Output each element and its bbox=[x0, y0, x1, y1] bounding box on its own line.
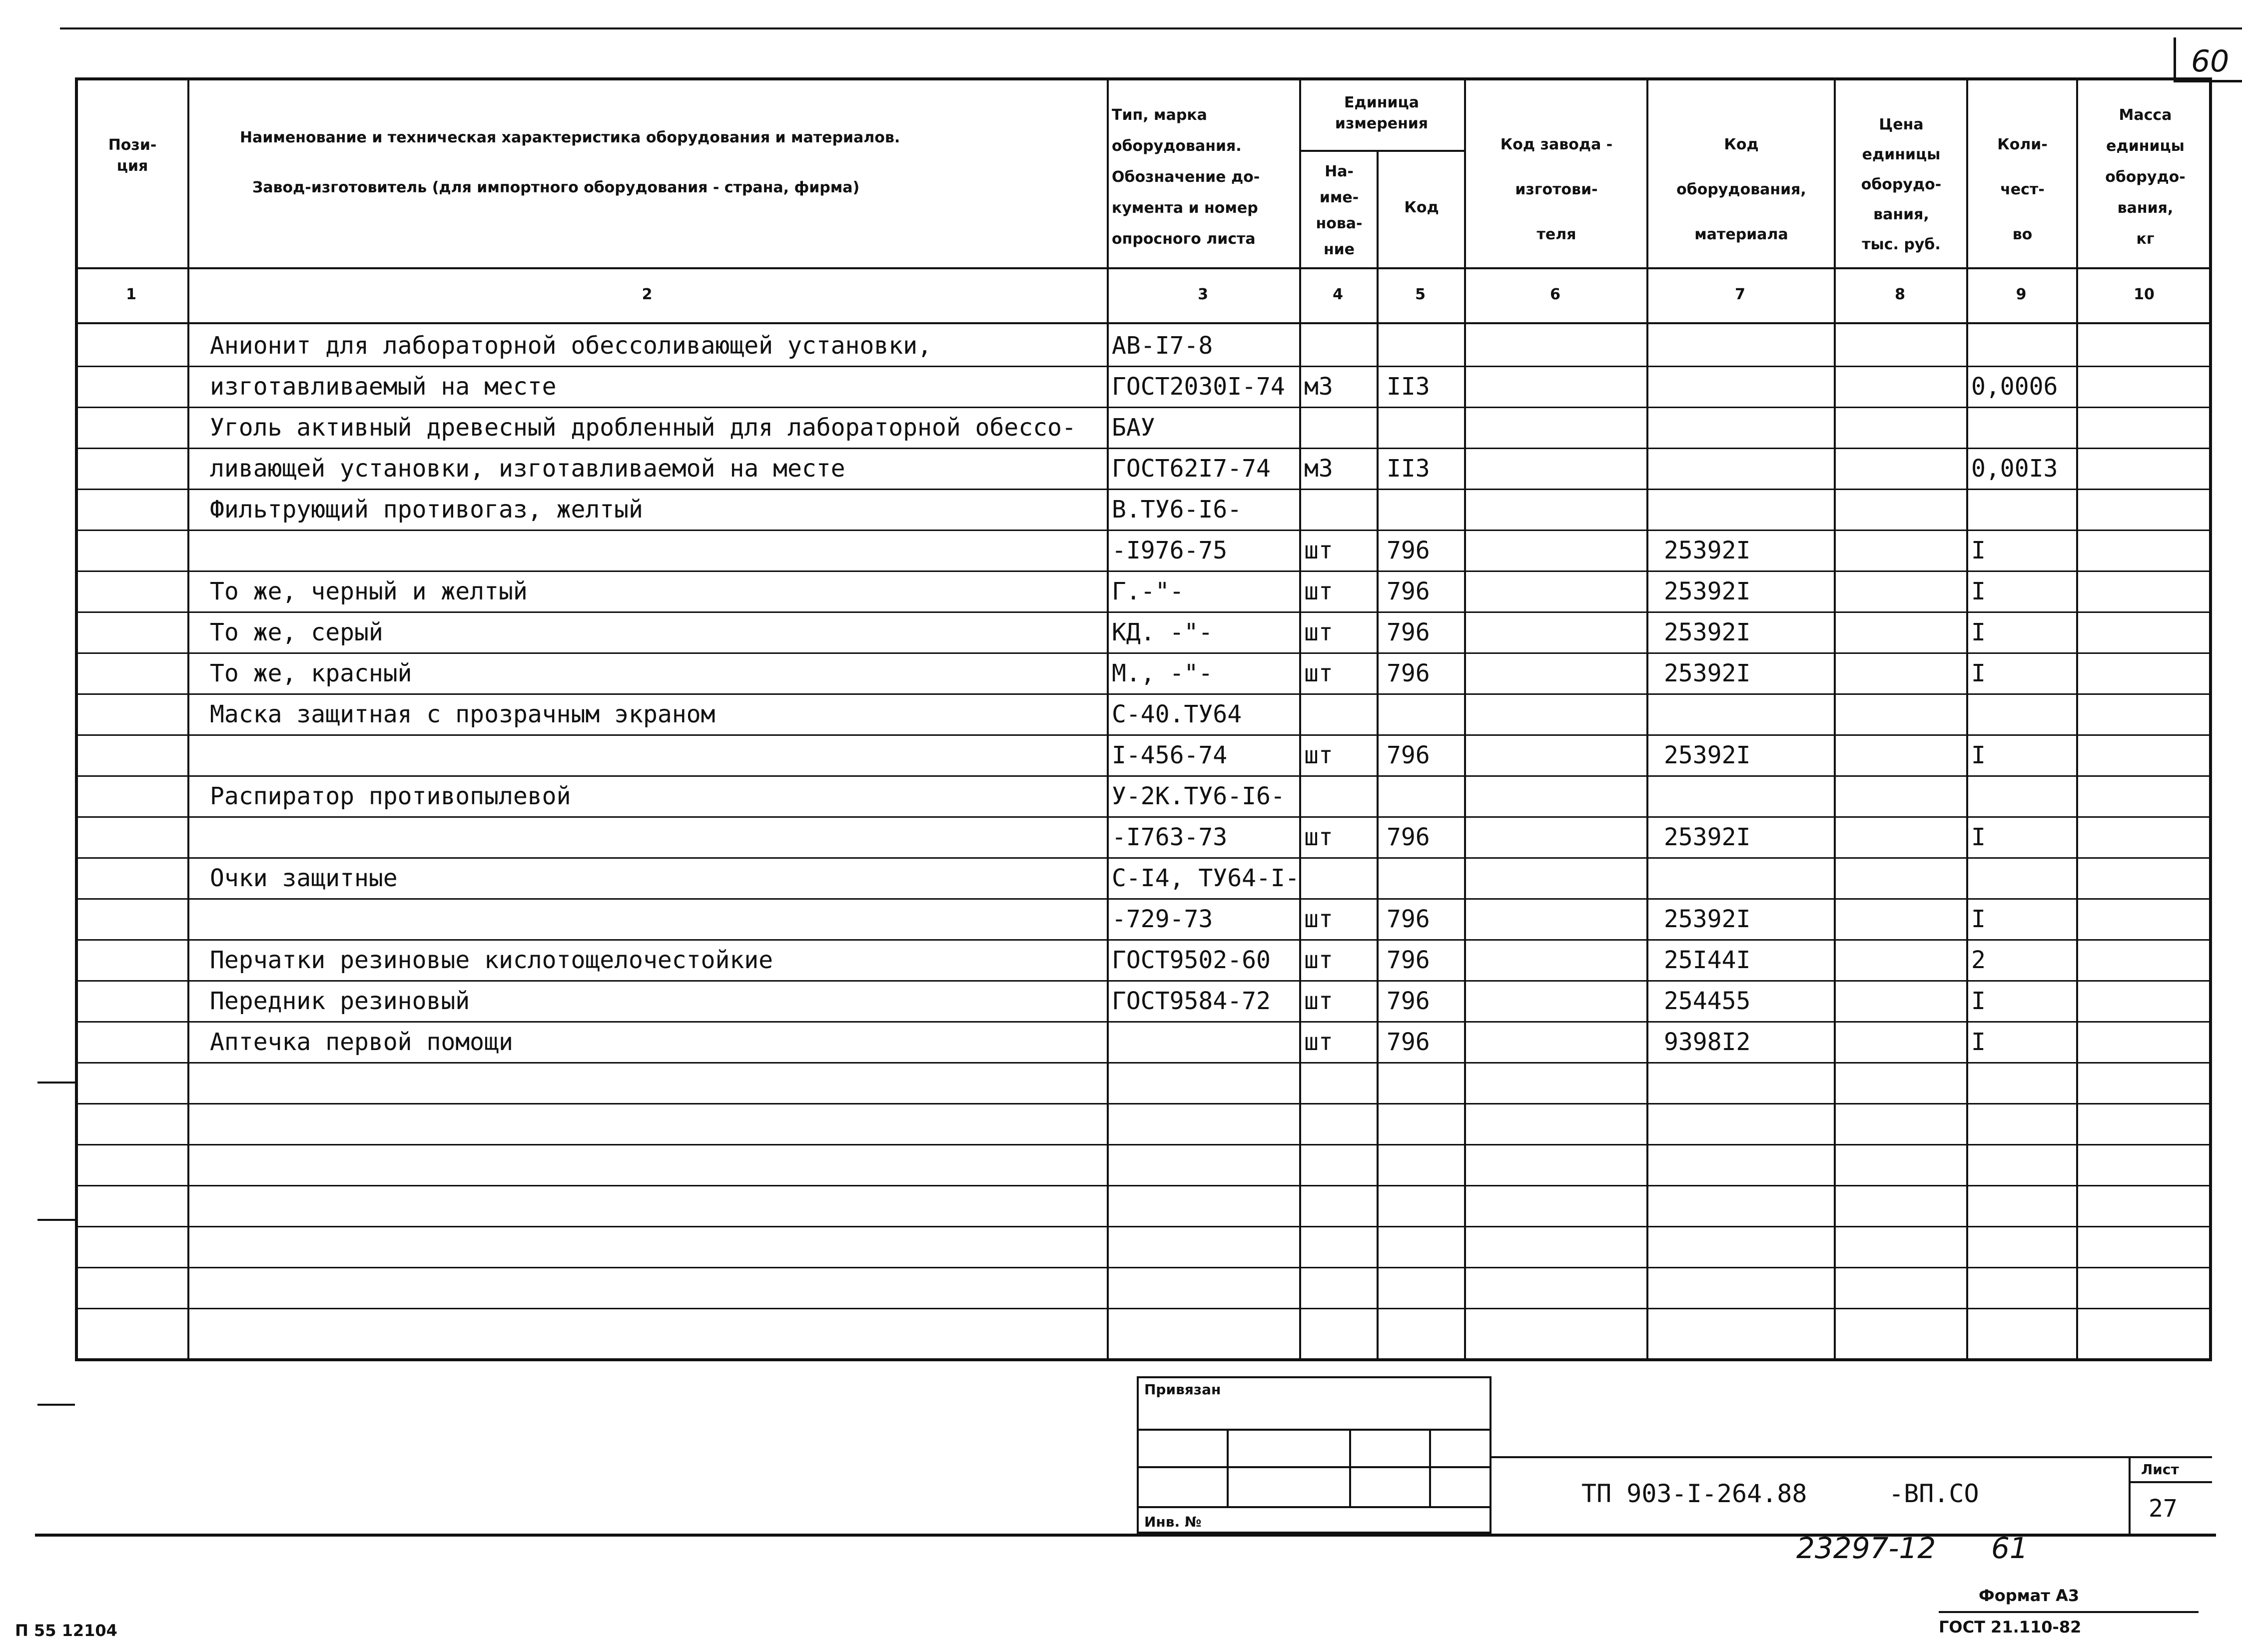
colnum-5: 5 bbox=[1415, 286, 1426, 303]
row-type: ГОСТ9502-60 bbox=[1112, 946, 1271, 974]
header-name-line1: Наименование и техническая характеристика оборудования и материалов. bbox=[240, 129, 900, 146]
row-name: То же, черный и желтый bbox=[210, 577, 528, 605]
row-name: То же, красный bbox=[210, 659, 412, 687]
row-line bbox=[75, 407, 2212, 408]
row-name: Перчатки резиновые кислотощелочестойкие bbox=[210, 946, 773, 974]
row-type: ГОСТ2030I-74 bbox=[1112, 373, 1285, 401]
row-line bbox=[75, 1185, 2212, 1186]
row-type: В.ТУ6-I6- bbox=[1112, 496, 1242, 524]
corner-page-number: 60 bbox=[2191, 44, 2230, 79]
col-line-6 bbox=[1646, 77, 1648, 1361]
row-name: Маска защитная с прозрачным экраном bbox=[210, 700, 716, 728]
sheet-number: 27 bbox=[2149, 1495, 2178, 1523]
sheet-label: Лист bbox=[2141, 1461, 2179, 1478]
row-line bbox=[75, 939, 2212, 941]
bottom-left-code: П 55 12104 bbox=[15, 1621, 117, 1640]
row-name: Уголь активный древесный дробленный для лабораторной обессо- bbox=[210, 414, 1076, 442]
row-type: КД. -"- bbox=[1112, 618, 1213, 646]
col-line-7 bbox=[1834, 77, 1836, 1361]
colnum-3: 3 bbox=[1198, 286, 1208, 303]
row-equipment-code: 25392I bbox=[1664, 577, 1751, 605]
row-unit: шт bbox=[1304, 741, 1333, 769]
row-quantity: I bbox=[1971, 577, 1986, 605]
header-bottom-line bbox=[75, 267, 2212, 269]
row-quantity: I bbox=[1971, 537, 1986, 564]
col-line-5 bbox=[1464, 77, 1466, 1361]
row-name: изготавливаемый на месте bbox=[210, 373, 557, 401]
archive-number: 23297-12 bbox=[1796, 1531, 1936, 1565]
row-unit: шт bbox=[1304, 1028, 1333, 1056]
row-line bbox=[75, 1144, 2212, 1145]
colnum-bottom-line bbox=[75, 322, 2212, 324]
row-unit-code: 796 bbox=[1387, 537, 1430, 564]
row-unit: шт bbox=[1304, 659, 1333, 687]
row-type: Г.-"- bbox=[1112, 577, 1184, 605]
row-quantity: I bbox=[1971, 618, 1986, 646]
col-line-3 bbox=[1299, 77, 1301, 1361]
archive-page-number: 61 bbox=[1991, 1531, 2028, 1565]
header-unit-code: Код bbox=[1404, 199, 1439, 216]
row-unit-code: 796 bbox=[1387, 823, 1430, 851]
binding-label: Привязан bbox=[1144, 1381, 1221, 1398]
colnum-4: 4 bbox=[1333, 286, 1343, 303]
row-unit-code: II3 bbox=[1387, 455, 1430, 483]
row-line bbox=[75, 1103, 2212, 1104]
row-line bbox=[75, 1226, 2212, 1227]
row-name: Передник резиновый bbox=[210, 987, 470, 1015]
row-unit: м3 bbox=[1304, 455, 1333, 483]
row-quantity: I bbox=[1971, 659, 1986, 687]
margin-tick-3 bbox=[37, 1404, 75, 1406]
header-position: Пози- ция bbox=[108, 136, 157, 175]
row-line bbox=[75, 652, 2212, 654]
header-unit-group: Единица измерения bbox=[1335, 94, 1429, 132]
row-line bbox=[75, 693, 2212, 695]
row-name: Распиратор противопылевой bbox=[210, 782, 571, 810]
row-name: То же, серый bbox=[210, 618, 383, 646]
binding-vline-1 bbox=[1227, 1429, 1229, 1506]
gost-label: ГОСТ 21.110-82 bbox=[1939, 1618, 2082, 1637]
row-unit: шт bbox=[1304, 946, 1333, 974]
row-line bbox=[75, 1308, 2212, 1309]
row-line bbox=[75, 570, 2212, 572]
row-equipment-code: 25392I bbox=[1664, 823, 1751, 851]
binding-vline-2 bbox=[1349, 1429, 1351, 1506]
row-unit-code: 796 bbox=[1387, 905, 1430, 933]
row-unit: шт bbox=[1304, 537, 1333, 564]
colnum-1: 1 bbox=[126, 286, 136, 303]
row-line bbox=[75, 530, 2212, 531]
col-line-8 bbox=[1966, 77, 1968, 1361]
row-unit-code: 796 bbox=[1387, 577, 1430, 605]
row-line bbox=[75, 1062, 2212, 1064]
binding-line-3 bbox=[1137, 1506, 1492, 1508]
row-unit-code: 796 bbox=[1387, 946, 1430, 974]
document-suffix: -ВП.СО bbox=[1889, 1479, 1979, 1508]
col-line-9 bbox=[2076, 77, 2078, 1361]
row-quantity: I bbox=[1971, 1028, 1986, 1056]
row-equipment-code: 25392I bbox=[1664, 659, 1751, 687]
row-line bbox=[75, 857, 2212, 859]
binding-vline-3 bbox=[1429, 1429, 1431, 1506]
row-line bbox=[75, 366, 2212, 367]
row-unit-code: II3 bbox=[1387, 373, 1430, 401]
row-type: С-40.ТУ64 bbox=[1112, 700, 1242, 728]
row-type: М., -"- bbox=[1112, 659, 1213, 687]
row-name: ливающей установки, изготавливаемой на месте bbox=[210, 455, 845, 483]
header-quantity: Коли- чест- во bbox=[1997, 136, 2048, 243]
top-rule bbox=[60, 27, 2242, 29]
colnum-6: 6 bbox=[1550, 286, 1560, 303]
row-equipment-code: 25392I bbox=[1664, 741, 1751, 769]
unit-group-line bbox=[1299, 150, 1464, 152]
header-factory-code: Код завода - изготови- теля bbox=[1500, 136, 1613, 243]
format-label: Формат А3 bbox=[1979, 1586, 2080, 1605]
header-equipment-code: Код оборудования, материала bbox=[1676, 136, 1806, 243]
row-name: Фильтрующий противогаз, желтый bbox=[210, 496, 643, 524]
row-line bbox=[75, 489, 2212, 490]
row-unit: м3 bbox=[1304, 373, 1333, 401]
row-quantity: 0,0006 bbox=[1971, 373, 2058, 401]
row-line bbox=[75, 611, 2212, 613]
row-unit: шт bbox=[1304, 987, 1333, 1015]
header-price: Цена единицы оборудо- вания, тыс. руб. bbox=[1861, 116, 1942, 253]
document-code: ТП 903-I-264.88 bbox=[1581, 1479, 1807, 1508]
row-type: С-I4, ТУ64-I- bbox=[1112, 864, 1300, 892]
row-equipment-code: 25392I bbox=[1664, 618, 1751, 646]
colnum-8: 8 bbox=[1895, 286, 1905, 303]
row-line bbox=[75, 1021, 2212, 1023]
row-unit-code: 796 bbox=[1387, 987, 1430, 1015]
header-mass: Масса единицы оборудо- вания, кг bbox=[2105, 106, 2186, 248]
row-type: ГОСТ62I7-74 bbox=[1112, 455, 1271, 483]
colnum-10: 10 bbox=[2134, 286, 2155, 303]
row-equipment-code: 254455 bbox=[1664, 987, 1751, 1015]
row-unit: шт bbox=[1304, 823, 1333, 851]
row-quantity: I bbox=[1971, 741, 1986, 769]
colnum-7: 7 bbox=[1735, 286, 1745, 303]
row-equipment-code: 9398I2 bbox=[1664, 1028, 1751, 1056]
header-type: Тип, марка оборудования. Обозначение до- кумента и номер опросного листа bbox=[1112, 106, 1260, 248]
row-unit-code: 796 bbox=[1387, 618, 1430, 646]
row-quantity: 2 bbox=[1971, 946, 1986, 974]
row-equipment-code: 25I44I bbox=[1664, 946, 1751, 974]
row-type: -I763-73 bbox=[1112, 823, 1228, 851]
row-unit-code: 796 bbox=[1387, 1028, 1430, 1056]
binding-box bbox=[1137, 1376, 1492, 1534]
col-line-2 bbox=[1107, 77, 1109, 1361]
binding-line-1 bbox=[1137, 1429, 1492, 1431]
row-line bbox=[75, 816, 2212, 818]
row-equipment-code: 25392I bbox=[1664, 537, 1751, 564]
row-equipment-code: 25392I bbox=[1664, 905, 1751, 933]
row-unit-code: 796 bbox=[1387, 741, 1430, 769]
header-unit-name: На- име- нова- ние bbox=[1316, 163, 1363, 258]
stamp-top-line bbox=[1492, 1456, 2212, 1458]
row-name: Аптечка первой помощи bbox=[210, 1028, 513, 1056]
colnum-9: 9 bbox=[2016, 286, 2027, 303]
format-underline bbox=[1939, 1611, 2199, 1613]
row-type: -I976-75 bbox=[1112, 537, 1228, 564]
row-type: У-2К.ТУ6-I6- bbox=[1112, 782, 1285, 810]
row-type: I-456-74 bbox=[1112, 741, 1228, 769]
row-name: Анионит для лабораторной обессоливающей установки, bbox=[210, 332, 932, 360]
row-line bbox=[75, 448, 2212, 449]
header-name-line2: Завод-изготовитель (для импортного оборудования - страна, фирма) bbox=[252, 179, 860, 196]
sheet-divider bbox=[2129, 1456, 2131, 1534]
col-line-4 bbox=[1377, 150, 1379, 1361]
row-unit-code: 796 bbox=[1387, 659, 1430, 687]
row-unit: шт bbox=[1304, 618, 1333, 646]
row-line bbox=[75, 898, 2212, 900]
row-quantity: I bbox=[1971, 987, 1986, 1015]
row-line bbox=[75, 980, 2212, 982]
row-unit: шт bbox=[1304, 905, 1333, 933]
binding-line-2 bbox=[1137, 1466, 1492, 1468]
row-type: -729-73 bbox=[1112, 905, 1213, 933]
sheet-line bbox=[2129, 1481, 2212, 1483]
row-line bbox=[75, 775, 2212, 777]
margin-tick-2 bbox=[37, 1219, 75, 1221]
row-unit: шт bbox=[1304, 577, 1333, 605]
row-line bbox=[75, 1267, 2212, 1268]
row-quantity: I bbox=[1971, 823, 1986, 851]
row-type: АВ-I7-8 bbox=[1112, 332, 1213, 360]
row-name: Очки защитные bbox=[210, 864, 398, 892]
inventory-label: Инв. № bbox=[1144, 1514, 1202, 1530]
col-line-1 bbox=[187, 77, 189, 1361]
row-line bbox=[75, 734, 2212, 736]
row-quantity: I bbox=[1971, 905, 1986, 933]
colnum-2: 2 bbox=[642, 286, 653, 303]
row-type: ГОСТ9584-72 bbox=[1112, 987, 1271, 1015]
margin-tick-1 bbox=[37, 1082, 75, 1084]
row-quantity: 0,00I3 bbox=[1971, 455, 2058, 483]
row-type: БАУ bbox=[1112, 414, 1155, 442]
